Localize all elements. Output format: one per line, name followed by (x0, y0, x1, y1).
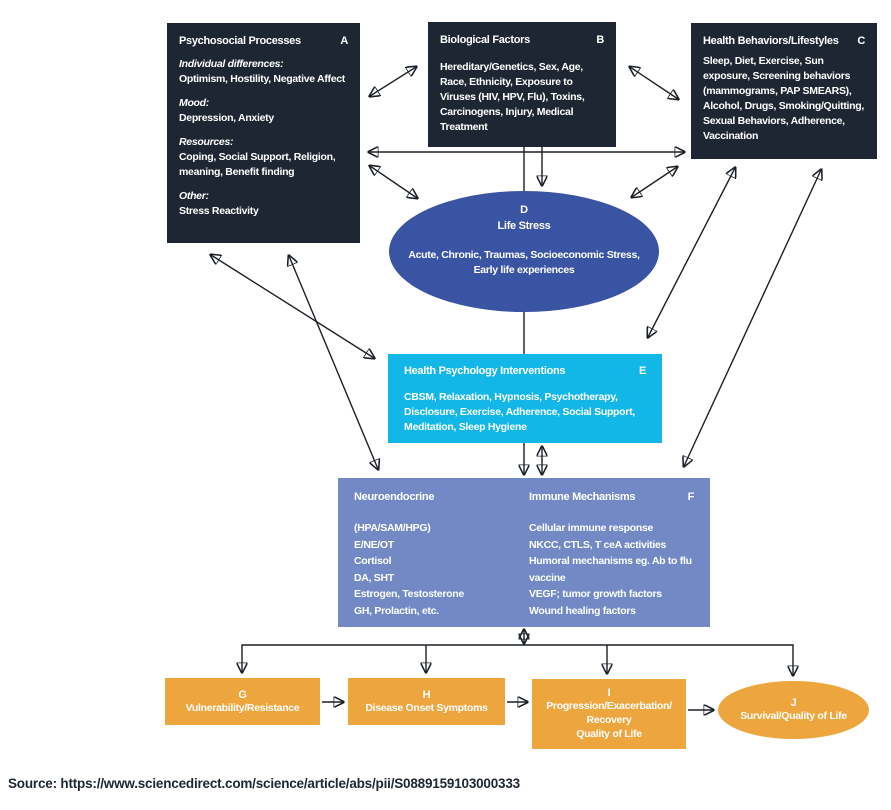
node-b-letter: B (596, 34, 604, 46)
list-item: VEGF; tumor growth factors (529, 588, 662, 600)
node-d-life-stress (389, 191, 659, 312)
node-j-survival-quality-of-life (718, 681, 869, 739)
node-a-psychosocial-processes (167, 23, 360, 243)
node-f-right-title: Immune Mechanisms (529, 491, 636, 503)
list-item: Cortisol (354, 555, 392, 567)
node-a-letter: A (340, 35, 348, 47)
node-b-body: Hereditary/Genetics, Sex, Age, Race, Ethnicity, Exposure to Viruses (HIV, HPV, Flu), Toxins, Carcinogens, Injury, Medical Treatment (440, 61, 585, 133)
node-a-section-other (179, 189, 348, 219)
node-g-title: Vulnerability/Resistance (185, 701, 300, 714)
arrow-a-d (370, 166, 417, 198)
node-g-vulnerability-resistance (165, 678, 320, 725)
node-f-letter: F (687, 491, 694, 503)
node-h-disease-onset-symptoms (348, 678, 505, 725)
node-e-letter: E (638, 365, 646, 377)
section-body: Depression, Anxiety (179, 112, 274, 124)
node-i-line-1: Progression/Exacerbation/ (546, 700, 672, 712)
node-c-title: Health Behaviors/Lifestyles (703, 35, 839, 47)
section-heading: Mood: (179, 97, 209, 109)
arrow-b-c (630, 67, 678, 99)
node-d-letter: D (520, 204, 528, 216)
list-item: Wound healing factors (529, 604, 636, 617)
node-i-line-3: Quality of Life (576, 728, 642, 740)
node-c-letter: C (857, 35, 865, 47)
node-e-body: CBSM, Relaxation, Hypnosis, Psychotherapy, Disclosure, Exercise, Adherence, Social Support, Meditation, Sleep Hygiene (404, 391, 635, 433)
node-c-health-behaviors (691, 23, 877, 159)
list-item: GH, Prolactin, etc. (354, 604, 439, 617)
node-a-title: Psychosocial Processes (179, 35, 301, 47)
list-item: E/NE/OT (354, 538, 394, 551)
node-h-letter: H (422, 688, 431, 701)
list-item: Cellular immune response (529, 522, 654, 534)
node-j-letter: J (790, 697, 797, 709)
branch-line-g-j (242, 645, 793, 675)
node-h-title: Disease Onset Symptoms (365, 701, 488, 714)
node-b-title: Biological Factors (440, 34, 530, 46)
section-body: Stress Reactivity (179, 205, 259, 217)
node-i-line-2: Recovery (586, 714, 632, 726)
node-e-title: Health Psychology Interventions (404, 365, 566, 377)
section-heading: Other: (179, 190, 209, 202)
node-f-left-title: Neuroendocrine (354, 491, 435, 503)
arrow-c-f (684, 170, 821, 466)
section-body: Optimism, Hostility, Negative Affect (179, 73, 345, 85)
node-a-section-resources (179, 135, 348, 180)
list-item: Estrogen, Testosterone (354, 588, 464, 600)
list-item: DA, SHT (354, 571, 394, 584)
node-c-body: Sleep, Diet, Exercise, Sun exposure, Screening behaviors (mammograms, PAP SMEARS), Alcohol, Drugs, Smoking/Quitting, Sexual Behaviors, Adherence, Vaccination (703, 55, 865, 142)
source-citation: Source: https://www.sciencedirect.com/science/article/abs/pii/S0889159103000333 (8, 776, 520, 791)
node-d-body: Acute, Chronic, Traumas, Socioeconomic Stress, Early life experiences (408, 249, 640, 276)
node-a-section-individual-differences (179, 57, 348, 87)
section-heading: Individual differences: (179, 58, 284, 70)
arrow-c-e (648, 168, 735, 337)
node-j-title: Survival/Quality of Life (740, 710, 847, 722)
list-item: Humoral mechanisms eg. Ab to flu vaccine (529, 555, 692, 584)
list-item: NKCC, CTLS, T ceA activities (529, 538, 667, 551)
node-f-right-list (529, 520, 694, 619)
list-item: (HPA/SAM/HPG) (354, 522, 431, 534)
node-f-left-list (354, 520, 519, 619)
node-i-letter: I (607, 687, 611, 699)
node-f-mechanisms (338, 478, 710, 627)
node-a-section-mood (179, 96, 348, 126)
arrow-a-e (211, 255, 374, 358)
arrow-a-f (289, 256, 378, 469)
arrow-c-d (632, 167, 677, 197)
node-e-health-psychology-interventions (388, 354, 662, 443)
node-d-title: Life Stress (497, 220, 551, 232)
section-heading: Resources: (179, 136, 234, 148)
section-body: Coping, Social Support, Religion, meaning, Benefit finding (179, 151, 336, 178)
arrow-a-b (370, 67, 416, 96)
node-b-biological-factors (428, 22, 616, 147)
node-g-letter: G (238, 688, 247, 701)
node-i-progression-recovery (532, 679, 686, 749)
